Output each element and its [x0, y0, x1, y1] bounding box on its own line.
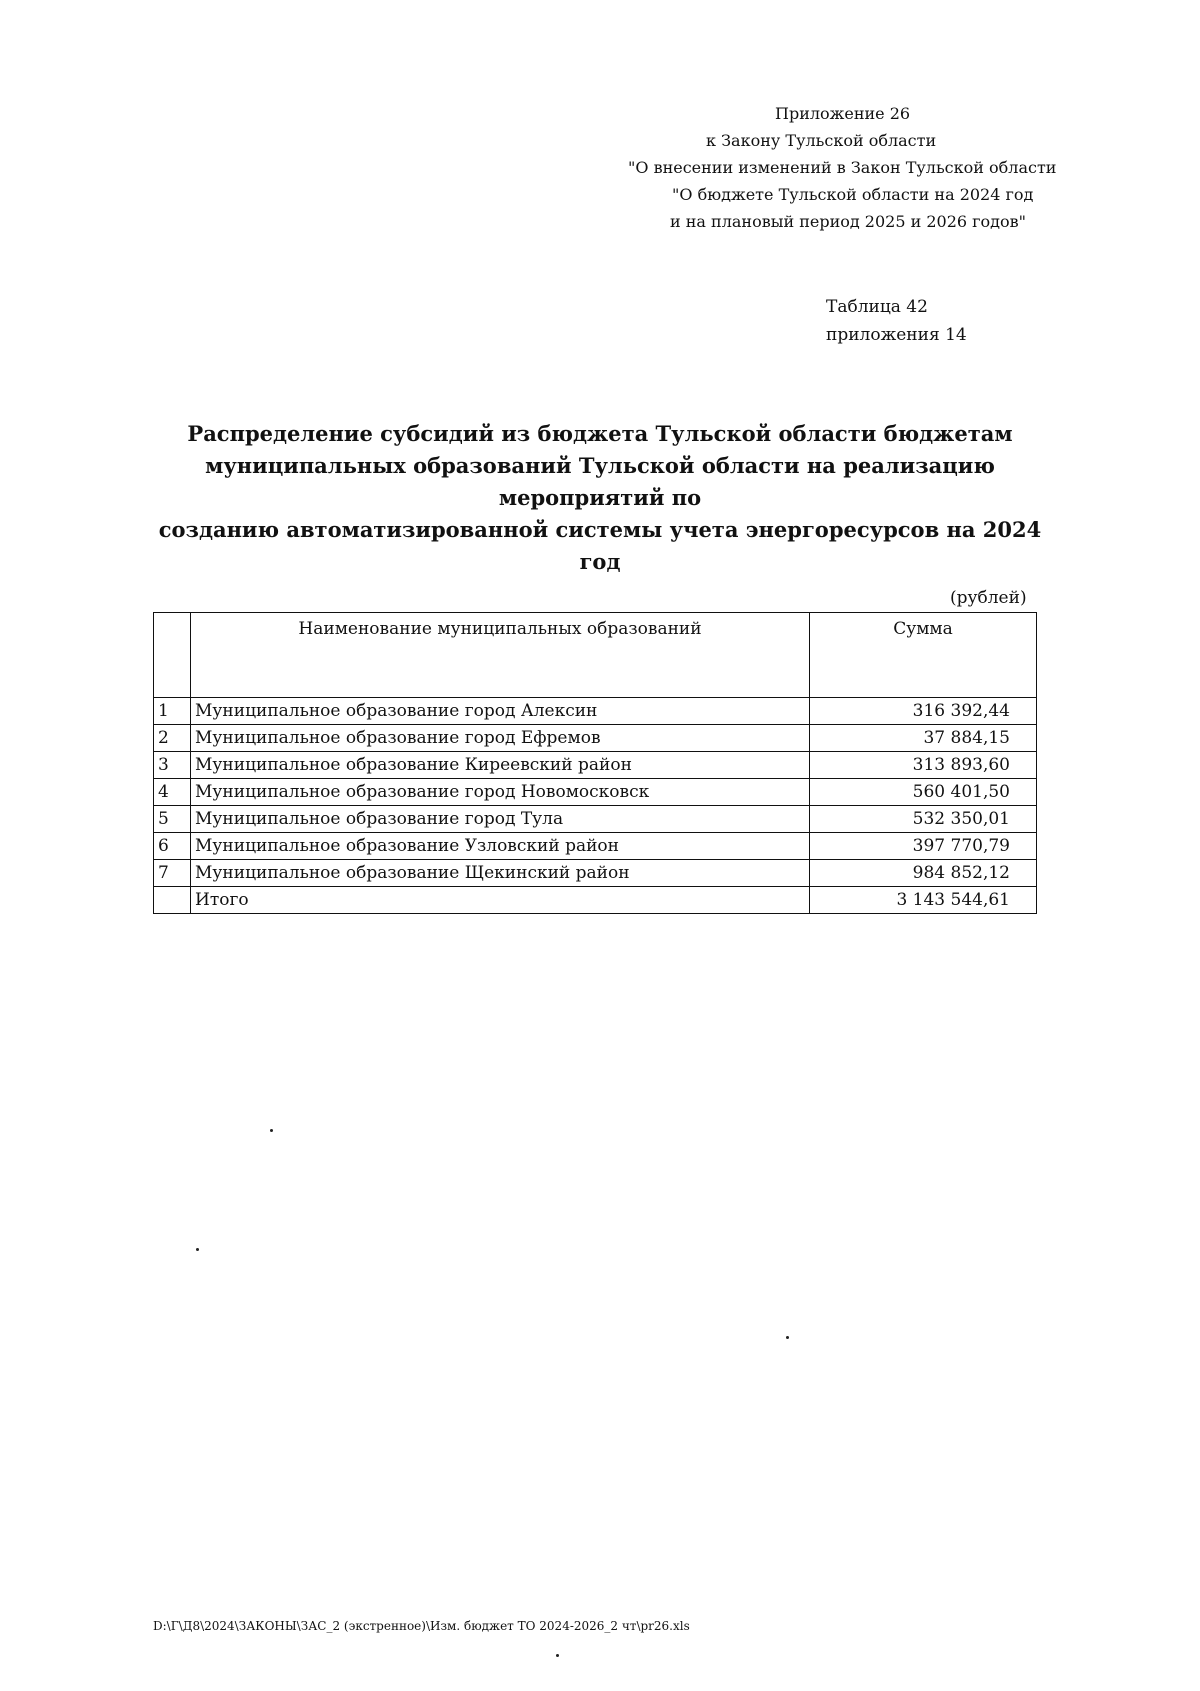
table-header-row: [154, 613, 1037, 698]
title-line-3: созданию автоматизированной системы учета энергоресурсов на 2024 год: [158, 517, 1042, 574]
appendix-line-4: "О бюджете Тульской области на 2024 год: [672, 185, 1034, 204]
row-name: Муниципальное образование город Ефремов: [191, 725, 810, 752]
row-num: 6: [154, 833, 191, 860]
header-num: [154, 613, 191, 698]
table-ref-line-2: приложения 14: [826, 325, 967, 345]
table-row: [154, 833, 1037, 860]
row-name: Муниципальное образование город Новомосковск: [191, 779, 810, 806]
title-line-1: Распределение субсидий из бюджета Тульской области бюджетам: [187, 421, 1013, 446]
document-title: [140, 418, 1060, 578]
subsidy-table: [153, 612, 1037, 914]
table-reference: [826, 293, 967, 349]
header-name: Наименование муниципальных образований: [191, 613, 810, 698]
table-row: [154, 860, 1037, 887]
table-row: [154, 725, 1037, 752]
table-row: [154, 779, 1037, 806]
scan-speck: [786, 1336, 789, 1339]
appendix-line-2: к Закону Тульской области: [706, 131, 937, 150]
row-sum: 37 884,15: [810, 725, 1037, 752]
row-name: Муниципальное образование Узловский район: [191, 833, 810, 860]
total-label: Итого: [191, 887, 810, 914]
row-num: 2: [154, 725, 191, 752]
row-sum: 984 852,12: [810, 860, 1037, 887]
row-name: Муниципальное образование город Алексин: [191, 698, 810, 725]
row-sum: 532 350,01: [810, 806, 1037, 833]
row-num: 3: [154, 752, 191, 779]
row-num: 1: [154, 698, 191, 725]
row-sum: 560 401,50: [810, 779, 1037, 806]
title-line-2: муниципальных образований Тульской области на реализацию мероприятий по: [205, 453, 995, 510]
row-sum: 316 392,44: [810, 698, 1037, 725]
row-num: 4: [154, 779, 191, 806]
table-row: [154, 698, 1037, 725]
table-ref-line-1: Таблица 42: [826, 297, 928, 317]
units-label: (рублей): [950, 588, 1027, 608]
total-num: [154, 887, 191, 914]
appendix-line-5: и на плановый период 2025 и 2026 годов": [670, 212, 1027, 231]
appendix-line-1: Приложение 26: [775, 104, 911, 123]
row-sum: 397 770,79: [810, 833, 1037, 860]
table-row: [154, 806, 1037, 833]
row-num: 5: [154, 806, 191, 833]
row-num: 7: [154, 860, 191, 887]
table-total-row: [154, 887, 1037, 914]
row-name: Муниципальное образование город Тула: [191, 806, 810, 833]
table-row: [154, 752, 1037, 779]
scan-speck: [196, 1248, 199, 1251]
row-sum: 313 893,60: [810, 752, 1037, 779]
row-name: Муниципальное образование Киреевский район: [191, 752, 810, 779]
scan-speck: [556, 1654, 559, 1657]
row-name: Муниципальное образование Щекинский район: [191, 860, 810, 887]
appendix-line-3: "О внесении изменений в Закон Тульской области: [628, 158, 1057, 177]
total-sum: 3 143 544,61: [810, 887, 1037, 914]
header-sum: Сумма: [810, 613, 1037, 698]
footer-file-path: D:\Г\Д8\2024\ЗАКОНЫ\ЗАС_2 (экстренное)\Изм. бюджет ТО 2024-2026_2 чт\pr26.xls: [153, 1619, 690, 1633]
appendix-header: [560, 100, 1060, 235]
scan-speck: [270, 1129, 273, 1132]
